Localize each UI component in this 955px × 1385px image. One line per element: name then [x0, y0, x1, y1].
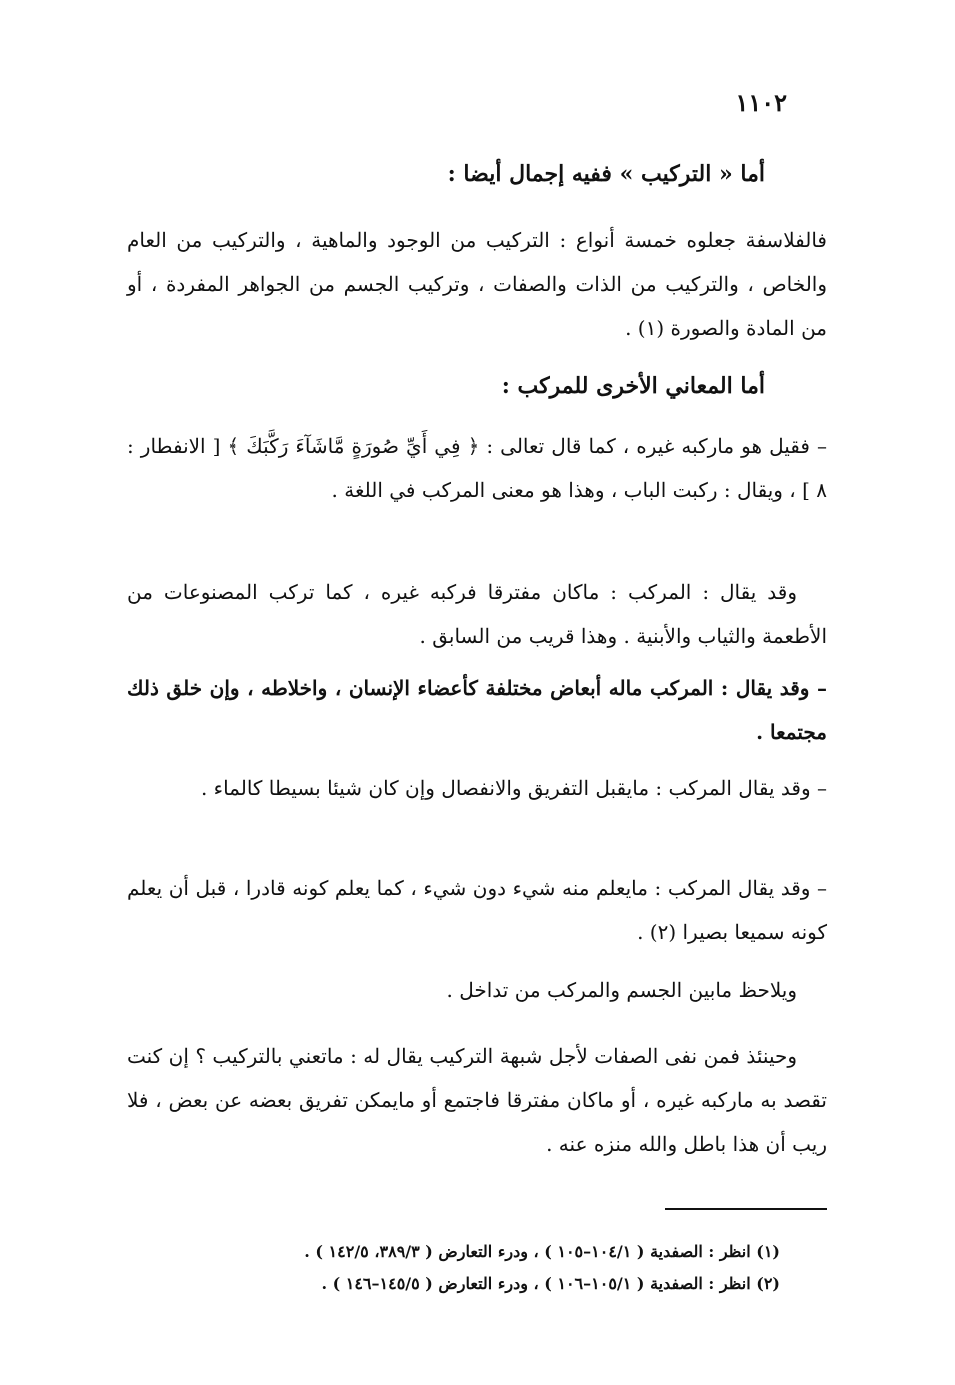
paragraph-separated-then-joined: وقد يقال : المركب : ماكان مفترقا فركبه غيره ، كما تركب المصنوعات من الأطعمة والثياب والأبنية . وهذا قريب من السابق .: [127, 580, 827, 648]
paragraph-philosophers-types: فالفلاسفة جعلوه خمسة أنواع : التركيب من الوجود والماهية ، والتركيب من العام والخاص ، والتركيب من الذات والصفات ، وتركيب الجسم من الجواهر المفردة ، أو من المادة والصورة (١) .: [127, 228, 827, 340]
paragraph-overlap-note: ويلاحظ مابين الجسم والمركب من تداخل .: [446, 978, 797, 1002]
footnotes: [160, 1236, 780, 1300]
paragraph-quran-meaning: – فقيل هو ماركبه غيره ، كما قال تعالى : ﴿ فِي أَيِّ صُورَةٍ مَّاشَآءَ رَكَّبَكَ ﴾ [ الانفطار : ٨ ] ، ويقال : ركبت الباب ، وهذا هو معنى المركب في اللغة .: [127, 434, 827, 502]
footnote-2: (٢) انظر : الصفدية ( ١٠٥/١–١٠٦ ) ، ودرء التعارض ( ١٤٥/٥–١٤٦ ) .: [321, 1274, 780, 1293]
paragraph-separable: – وقد يقال المركب : مايقبل التفريق والانفصال وإن كان شيئا بسيطا كالماء .: [200, 776, 827, 800]
section-heading-other-meanings: أما المعاني الأخرى للمركب :: [501, 373, 765, 399]
footnote-divider: [665, 1208, 827, 1210]
section-heading-composition: أما « التركيب » ففيه إجمال أيضا :: [447, 161, 765, 187]
footnote-1: (١) انظر : الصفدية ( ١٠٤/١–١٠٥ ) ، ودرء التعارض ( ٣٨٩/٣، ١٤٢/٥ ) .: [304, 1242, 780, 1261]
paragraph-conclusion: وحينئذ فمن نفى الصفات لأجل شبهة التركيب يقال له : ماتعني بالتركيب ؟ إن كنت تقصد به ماركبه غيره ، أو ماكان مفترقا فاجتمع أو مايمكن تفريق بعضه عن بعض ، فلا ريب أن هذا باطل والله منزه عنه .: [127, 1044, 827, 1156]
paragraph-partially-known: – وقد يقال المركب : مايعلم منه شيء دون شيء ، كما يعلم كونه قادرا ، قبل أن يعلم كونه سميعا بصيرا (٢) .: [127, 876, 827, 944]
page-number: ١١٠٢: [735, 88, 787, 117]
paragraph-different-parts: – وقد يقال : المركب ماله أبعاض مختلفة كأعضاء الإنسان ، واخلاطه ، وإن خلق ذلك مجتمعا .: [127, 676, 827, 744]
